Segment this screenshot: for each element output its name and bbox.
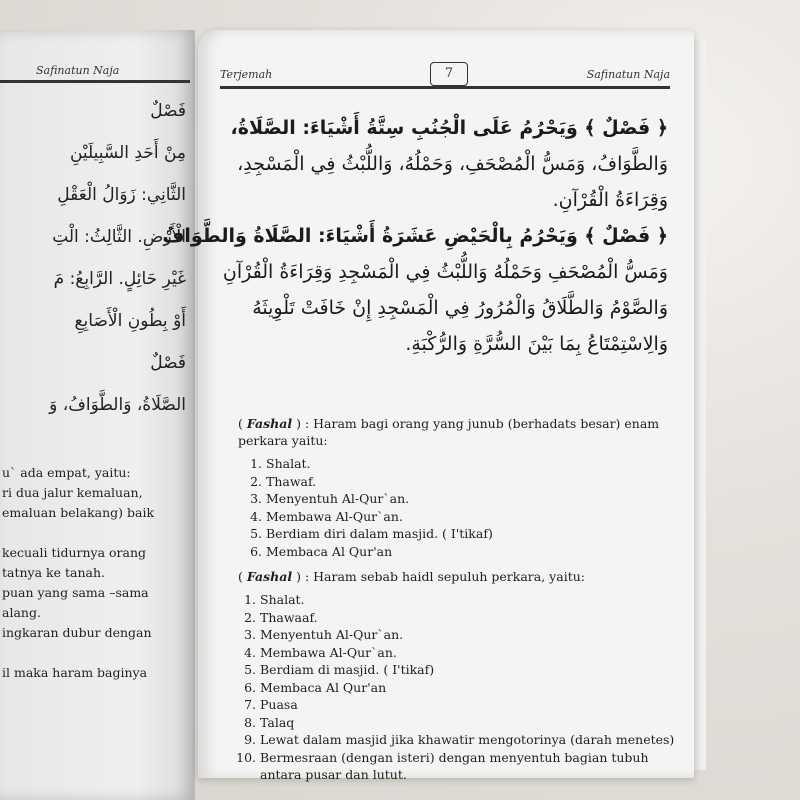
- list-item: 3. Menyentuh Al-Qur`an.: [260, 626, 678, 644]
- left-latin-line: ingkaran dubur dengan: [2, 625, 152, 640]
- left-arabic-line: الْأَرْضِ. الثَّالِثُ: الْتِ: [52, 227, 186, 247]
- header-left-title: Terjemah: [220, 68, 273, 81]
- list-item: 4. Membawa Al-Qur`an.: [260, 644, 678, 662]
- list-item: 6. Membaca Al Qur'an: [266, 543, 678, 561]
- junub-list: [238, 455, 678, 560]
- left-latin-line: puan yang sama –sama: [2, 585, 149, 600]
- arabic-line: وَقِرَاءَةُ الْقُرْآنِ.: [552, 189, 668, 211]
- left-latin-line: tatnya ke tanah.: [2, 565, 105, 580]
- list-item: 1. Shalat.: [266, 455, 678, 473]
- left-header-title: Safinatun Naja: [36, 64, 120, 77]
- page-header: [220, 64, 670, 89]
- list-item: 8. Talaq: [260, 714, 678, 732]
- left-arabic-line: فَصْلٌ: [150, 353, 186, 373]
- left-arabic-line: الصَّلَاةُ، وَالطَّوَافُ، وَ: [49, 395, 186, 415]
- list-item: 1. Shalat.: [260, 591, 678, 609]
- left-arabic-line: مِنْ أَحَدِ السَّبِيلَيْنِ: [69, 143, 186, 163]
- fashal-haidl-text: Haram sebab haidl sepuluh perkara, yaitu:: [313, 569, 585, 584]
- left-latin-line: alang.: [2, 605, 41, 620]
- arabic-line: وَالطَّوَافُ، وَمَسُّ الْمُصْحَفِ، وَحَمْلُهُ، وَاللُّبْثُ فِي الْمَسْجِدِ،: [237, 153, 668, 175]
- left-latin-line: u` ada empat, yaitu:: [2, 465, 131, 480]
- left-arabic-text: [0, 90, 190, 426]
- fashal-junub-text: Haram bagi orang yang junub (berhadats besar) enam perkara yaitu:: [238, 416, 660, 448]
- fashal-junub-intro: ( Fashal ) : Haram bagi orang yang junub (berhadats besar) enam perkara yaitu:: [238, 416, 660, 448]
- fashal-haidl-intro: ( Fashal ) : Haram sebab haidl sepuluh perkara, yaitu:: [238, 569, 585, 584]
- left-latin-line: il maka haram baginya: [2, 665, 148, 680]
- list-item: 4. Membawa Al-Qur`an.: [266, 508, 678, 526]
- haidl-list: [238, 591, 678, 784]
- arabic-text-block: [162, 110, 668, 362]
- arabic-line: ﴿ فَصْلٌ ﴾ وَيَحْرُمُ بِالْحَيْضِ عَشَرَةُ أَشْيَاءَ: الصَّلَاةُ وَالطَّوَافُ: [162, 225, 668, 247]
- fashal-label: Fashal: [246, 569, 293, 584]
- arabic-line: وَالِاسْتِمْتَاعُ بِمَا بَيْنَ السُّرَّةِ وَالرُّكْبَةِ.: [405, 333, 668, 355]
- left-arabic-line: الثَّانِي: زَوَالُ الْعَقْلِ: [57, 185, 186, 205]
- left-translation-text: [2, 463, 192, 683]
- left-arabic-line: أَوْ بِطُونِ الْأَصَابِعِ: [74, 311, 186, 331]
- left-latin-line: emaluan belakang) baik: [2, 505, 155, 520]
- list-item: 5. Berdiam diri dalam masjid. ( I'tikaf): [266, 525, 678, 543]
- arabic-line: وَمَسُّ الْمُصْحَفِ وَحَمْلُهُ وَاللُّبْثُ فِي الْمَسْجِدِ وَقِرَاءَةُ الْقُرْآنِ: [222, 261, 668, 283]
- list-item: 10. Bermesraan (dengan isteri) dengan menyentuh bagian tubuh antara pusar dan lutut.: [260, 749, 678, 784]
- list-item: 6. Membaca Al Qur'an: [260, 679, 678, 697]
- right-page: [162, 30, 694, 782]
- left-latin-line: [2, 643, 192, 663]
- list-item: 5. Berdiam di masjid. ( I'tikaf): [260, 661, 678, 679]
- left-page: [0, 30, 195, 800]
- translation-block: [238, 415, 678, 792]
- left-latin-line: [2, 523, 192, 543]
- left-arabic-line: فَصْلٌ: [150, 101, 186, 121]
- arabic-line: وَالصَّوْمُ وَالطَّلَاقُ وَالْمُرُورُ فِي الْمَسْجِدِ إِنْ خَافَتْ تَلْوِيثَهُ: [252, 297, 668, 319]
- left-latin-line: ri dua jalur kemaluan,: [2, 485, 143, 500]
- fashal-label: Fashal: [246, 416, 293, 431]
- list-item: 9. Lewat dalam masjid jika khawatir mengotorinya (darah menetes): [260, 731, 678, 749]
- list-item: 7. Puasa: [260, 696, 678, 714]
- page-number: 7: [430, 62, 468, 86]
- list-item: 3. Menyentuh Al-Qur`an.: [266, 490, 678, 508]
- left-page-header: [0, 62, 190, 83]
- list-item: 2. Thawaaf.: [260, 609, 678, 627]
- left-latin-line: kecuali tidurnya orang: [2, 545, 147, 560]
- left-arabic-line: غَيْرِ حَائِلٍ. الرَّابِعُ: مَ: [53, 269, 186, 289]
- arabic-line: ﴿ فَصْلٌ ﴾ وَيَحْرُمُ عَلَى الْجُنُبِ سِتَّةُ أَشْيَاءَ: الصَّلَاةُ،: [230, 117, 668, 139]
- list-item: 2. Thawaf.: [266, 473, 678, 491]
- header-right-title: Safinatun Naja: [586, 68, 670, 81]
- page-edge: [692, 40, 706, 770]
